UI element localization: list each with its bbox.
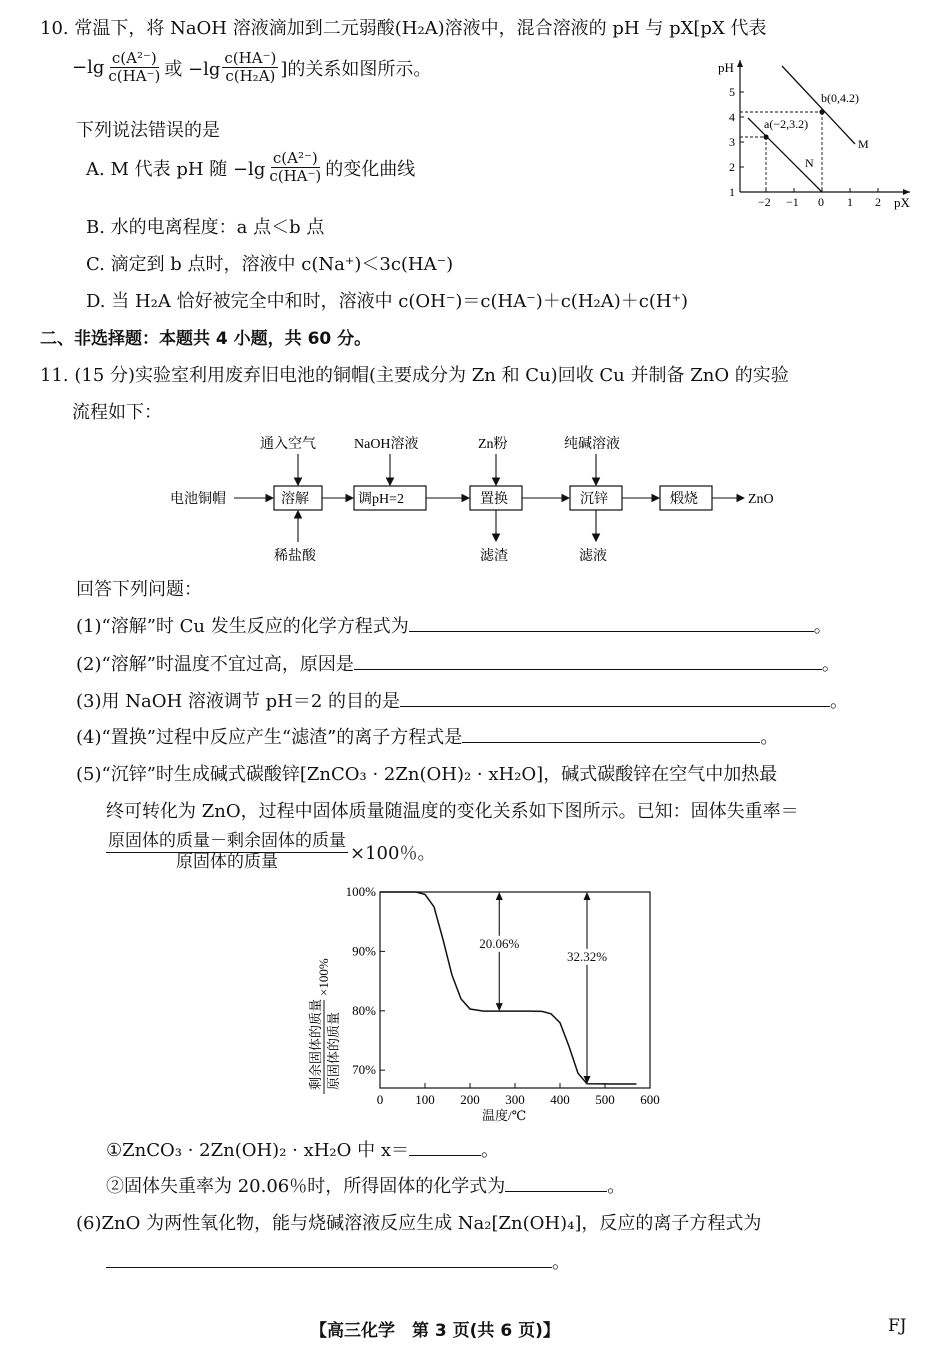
q11-part5-sub1-text: ①ZnCO₃ · 2Zn(OH)₂ · xH₂O 中 x＝ [106, 1140, 409, 1161]
flow-step5: 煅烧 [670, 492, 698, 507]
tga-ytick-label: 70% [352, 1062, 376, 1078]
q11-part3-text: (3)用 NaOH 溶液调节 pH＝2 的目的是 [76, 691, 400, 712]
q10-frac1-num: c(A²⁻) [111, 49, 157, 67]
q11-part3-answer-blank[interactable] [400, 706, 830, 707]
q11-part5-sub2-text: ②固体失重率为 20.06％时，所得固体的化学式为 [106, 1176, 506, 1197]
q11-stem-line2: 流程如下： [72, 402, 162, 423]
tga-ytick-label: 100% [345, 886, 376, 899]
q10-frac1 [106, 50, 162, 86]
tga-arrow-1-head-up [496, 892, 503, 900]
q10-stem-line2 [72, 50, 431, 86]
q10-optA-frac [267, 150, 323, 186]
q11-part5-frac [106, 832, 348, 872]
section2-heading: 二、非选择题：本题共 4 小题，共 60 分。 [40, 329, 372, 349]
tga-frame [380, 892, 650, 1088]
tga-ylabel-num: 剩余固体的质量 [308, 998, 323, 1090]
q11-flowchart [160, 428, 800, 568]
q10-frac2-den: c(H₂A) [225, 67, 276, 86]
q10-option-c: C. 滴定到 b 点时，溶液中 c(Na⁺)＜3c(HA⁻) [86, 254, 454, 275]
q10-suffix: ]的关系如图所示。 [280, 58, 432, 80]
q11-part1-text: (1)“溶解”时 Cu 发生反应的化学方程式为 [76, 616, 409, 637]
q11-part4 [76, 723, 778, 749]
q10-graph-ylabel: pH [718, 60, 734, 75]
q11-stem-line1: 11. (15 分)实验室利用废弃旧电池的铜帽(主要成分为 Zn 和 Cu)回收 Cu 并制备 ZnO 的实验 [40, 365, 789, 386]
flow-start: 电池铜帽 [170, 492, 226, 507]
q10-graph-xtick: −2 [758, 195, 771, 209]
q11-part2-text: (2)“溶解”时温度不宜过高，原因是 [76, 654, 354, 675]
period: 。 [813, 616, 832, 637]
q11-part1 [76, 612, 832, 638]
q11-part2 [76, 650, 840, 676]
q10-graph-label-M: M [858, 137, 869, 151]
q11-part1-answer-blank[interactable] [409, 631, 814, 632]
q10-graph-point-a [763, 134, 768, 139]
footer-page-info: 【高三化学 第 3 页(共 6 页)】 [310, 1321, 560, 1341]
q11-part3 [76, 687, 848, 713]
q11-part6: (6)ZnO 为两性氧化物，能与烧碱溶液反应生成 Na₂[Zn(OH)₄]，反应的离子方程式为 [76, 1213, 762, 1234]
q10-prefix: −lg [72, 57, 105, 79]
tga-ytick-label: 90% [352, 943, 376, 959]
q11-part5-line2: 终可转化为 ZnO，过程中固体质量随温度的变化关系如下图所示。已知：固体失重率＝ [106, 801, 799, 822]
q10-ph-graph [710, 52, 920, 212]
tga-xlabel: 温度/℃ [482, 1108, 527, 1123]
q10-option-a [86, 150, 415, 186]
q10-optA-den: c(HA⁻) [269, 167, 322, 186]
flow-in1-top: 通入空气 [260, 437, 316, 452]
q10-graph-xtick: 0 [818, 195, 824, 209]
q10-graph-ytick: 2 [729, 160, 735, 174]
q11-part6-answer-line [106, 1248, 570, 1274]
tga-ytick-label: 80% [352, 1002, 376, 1018]
tga-ylabel-den: 原固体的质量 [326, 1011, 341, 1090]
tga-xtick-label: 300 [505, 1092, 525, 1107]
period: 。 [830, 691, 848, 712]
tga-series-line [380, 892, 637, 1084]
q11-part5-sub1-answer-blank[interactable] [409, 1155, 481, 1156]
q10-graph-label-N: N [805, 156, 814, 170]
q10-graph-xtick: 1 [847, 195, 853, 209]
flow-step4: 沉锌 [580, 492, 608, 507]
period: 。 [607, 1176, 626, 1197]
flow-in3-top: Zn粉 [478, 437, 508, 452]
q11-part4-text: (4)“置换”过程中反应产生“滤渣”的离子方程式是 [76, 727, 463, 748]
flow-in4-top: 纯碱溶液 [564, 437, 620, 452]
tga-xtick-label: 500 [595, 1092, 615, 1107]
q10-graph-label-b: b(0,4.2) [821, 91, 859, 105]
period: 。 [552, 1252, 570, 1273]
q11-part5-line1: (5)“沉锌”时生成碱式碳酸锌[ZnCO₃ · 2Zn(OH)₂ · xH₂O]，碱式碳酸锌在空气中加热最 [76, 764, 778, 785]
q11-part5-sub2-answer-blank[interactable] [505, 1191, 607, 1192]
q11-part5-frac-num: 原固体的质量－剩余固体的质量 [108, 831, 346, 851]
tga-xtick-label: 200 [460, 1092, 480, 1107]
q11-part4-answer-blank[interactable] [462, 742, 760, 743]
q10-option-b: B. 水的电离程度：a 点＜b 点 [86, 217, 325, 238]
flow-step1: 溶解 [281, 492, 309, 507]
q10-optA-pre: A. M 代表 pH 随 −lg [86, 158, 266, 180]
period: 。 [760, 727, 779, 748]
q10-graph-line-M [782, 66, 855, 144]
q10-graph-xtick: −1 [786, 195, 799, 209]
flow-step2: 调pH=2 [358, 492, 405, 507]
q10-frac1-den: c(HA⁻) [108, 67, 161, 86]
flow-step3: 置换 [480, 492, 508, 507]
tga-chart [296, 886, 666, 1126]
q10-graph-ytick: 4 [729, 110, 735, 124]
q10-graph-ytick: 5 [729, 85, 735, 99]
q10-frac2-num: c(HA⁻) [224, 49, 277, 67]
footer-code: FJ [888, 1316, 907, 1336]
tga-annotation-2: 32.32% [566, 948, 608, 964]
q10-graph-y-arrow [737, 60, 743, 67]
tga-arrow-2-head-up [584, 892, 591, 900]
flow-out4-bottom: 滤液 [579, 549, 607, 564]
flow-end: ZnO [748, 492, 774, 507]
q10-option-d: D. 当 H₂A 恰好被完全中和时，溶液中 c(OH⁻)＝c(HA⁻)＋c(H₂A)＋c(H⁺) [86, 291, 689, 312]
q10-graph-point-b [819, 109, 824, 114]
q11-part5-frac-post: ×100％。 [350, 843, 436, 865]
q10-graph-label-a: a(−2,3.2) [764, 117, 809, 131]
tga-xtick-label: 600 [640, 1092, 660, 1107]
q10-frac2 [222, 50, 278, 86]
q10-graph-xtick: 2 [875, 195, 881, 209]
q11-part6-answer-blank[interactable] [106, 1267, 552, 1268]
period: 。 [481, 1140, 499, 1161]
q10-or: 或 −lg [164, 58, 221, 80]
q10-graph-xlabel: pX [894, 195, 910, 210]
q10-graph-ytick: 1 [729, 185, 735, 199]
flow-in1-bottom: 稀盐酸 [274, 549, 316, 564]
q10-optA-post: 的变化曲线 [325, 158, 416, 180]
q10-stem-line1: 10. 常温下，将 NaOH 溶液滴加到二元弱酸(H₂A)溶液中，混合溶液的 pH 与 pX[pX 代表 [40, 18, 767, 39]
flow-out3-bottom: 滤渣 [480, 549, 508, 564]
q11-part2-answer-blank[interactable] [354, 669, 822, 670]
q11-part5-sub1 [106, 1136, 499, 1162]
q11-part5-frac-den: 原固体的质量 [176, 851, 278, 872]
tga-arrow-1-head-down [496, 1003, 503, 1011]
q11-answer-intro: 回答下列问题： [76, 579, 202, 600]
q10-optA-num: c(A²⁻) [272, 149, 318, 167]
q10-ask: 下列说法错误的是 [76, 120, 220, 141]
tga-ylabel-mult: ×100% [316, 958, 331, 996]
tga-xtick-label: 0 [376, 1092, 384, 1107]
tga-xtick-label: 100 [415, 1092, 435, 1107]
flow-in2-top: NaOH溶液 [354, 437, 419, 452]
period: 。 [821, 654, 840, 675]
tga-xtick-label: 400 [550, 1092, 570, 1107]
q10-graph-ytick: 3 [729, 135, 735, 149]
q11-part5-sub2 [106, 1172, 625, 1198]
q11-part5-formula [104, 832, 435, 872]
tga-annotation-1: 20.06% [479, 935, 520, 951]
